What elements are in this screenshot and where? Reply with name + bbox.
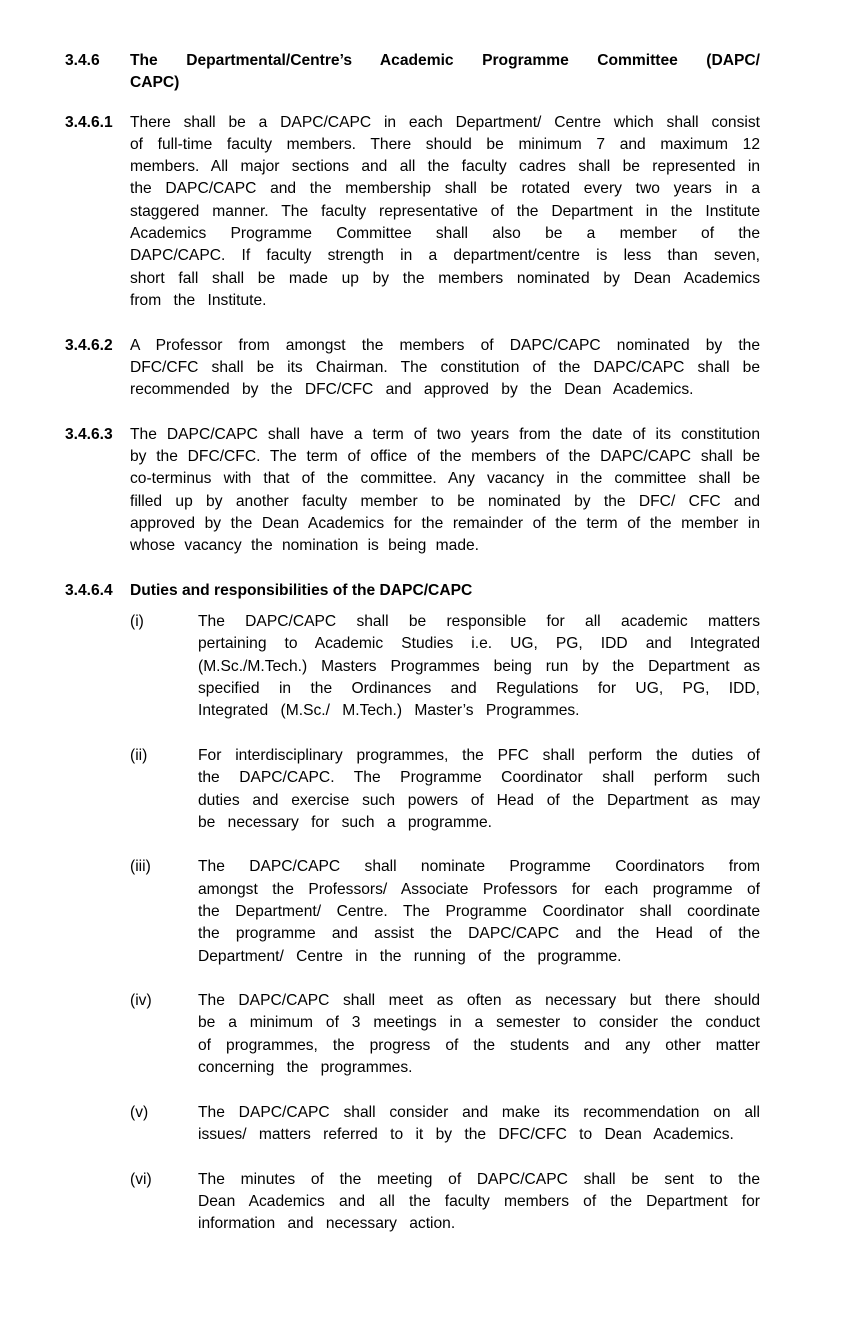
- document-content: [65, 50, 760, 1258]
- duty-item: [130, 1169, 760, 1236]
- paragraph-text: A Professor from amongst the members of DAPC/CAPC nominated by the DFC/CFC shall be its Chairman. The constitution of the DAPC/CAPC shall be recommended by the DFC/CFC and approved by the Dean Academics.: [130, 336, 760, 399]
- section-paragraph: [65, 424, 760, 558]
- section-subheading: [65, 580, 760, 602]
- paragraph-number: 3.4.6.2: [65, 336, 113, 354]
- duty-marker: (vi): [130, 1170, 152, 1188]
- subheading-number: 3.4.6.4: [65, 581, 113, 599]
- duty-marker: (iii): [130, 858, 151, 876]
- duty-item: [130, 611, 760, 722]
- section-heading-number: 3.4.6: [65, 52, 100, 69]
- duty-text: The DAPC/CAPC shall nominate Programme Coordinators from amongst the Professors/ Associate Professors for each programme of the Department/ Centre. The Programme Coordinator shall coordinate the programme and assist the DAPC/CAPC and the Head of the Department/ Centre in the running of the programme.: [198, 858, 760, 965]
- duty-item: [130, 990, 760, 1079]
- duty-item: [130, 856, 760, 967]
- section-heading: [65, 50, 760, 95]
- duty-text: The DAPC/CAPC shall be responsible for all academic matters pertaining to Academic Studies i.e. UG, PG, IDD and Integrated (M.Sc./M.Tech.) Masters Programmes being run by the Department as specified in the Ordinances and Regulations for UG, PG, IDD, Integrated (M.Sc./ M.Tech.) Master’s Programmes.: [198, 613, 760, 720]
- duty-text: For interdisciplinary programmes, the PFC shall perform the duties of the DAPC/CAPC. The Programme Coordinator shall perform such duties and exercise such powers of Head of the Department as may be necessary for such a programme.: [198, 746, 760, 831]
- paragraph-number: 3.4.6.1: [65, 113, 113, 131]
- duty-marker: (i): [130, 613, 144, 631]
- section-paragraph: [65, 112, 760, 313]
- paragraph-number: 3.4.6.3: [65, 425, 113, 443]
- duty-item: [130, 1102, 760, 1147]
- subheading-text: Duties and responsibilities of the DAPC/CAPC: [130, 581, 473, 599]
- section-paragraph: [65, 335, 760, 402]
- duty-text: The minutes of the meeting of DAPC/CAPC shall be sent to the Dean Academics and all the faculty members of the Department for information and necessary action.: [198, 1170, 760, 1233]
- duty-marker: (iv): [130, 992, 152, 1010]
- duty-marker: (v): [130, 1103, 149, 1121]
- paragraph-text: The DAPC/CAPC shall have a term of two years from the date of its constitution by the DFC/CFC. The term of office of the members of the DAPC/CAPC shall be co-terminus with that of the committee. Any vacancy in the committee shall be filled up by another faculty member to be nominated by the DFC/ CFC and approved by the Dean Academics for the remainder of the term of the member in whose vacancy the nomination is being made.: [130, 425, 760, 555]
- duty-marker: (ii): [130, 746, 148, 764]
- duty-text: The DAPC/CAPC shall consider and make its recommendation on all issues/ matters referred to it by the DFC/CFC to Dean Academics.: [198, 1103, 760, 1143]
- duty-text: The DAPC/CAPC shall meet as often as necessary but there should be a minimum of 3 meetings in a semester to consider the conduct of programmes, the progress of the students and any other matter concerning the programmes.: [198, 992, 760, 1077]
- duty-item: [130, 745, 760, 834]
- section-heading-text: The Departmental/Centre’s Academic Programme Committee (DAPC/ CAPC): [130, 52, 760, 92]
- paragraph-text: There shall be a DAPC/CAPC in each Department/ Centre which shall consist of full-time faculty members. There should be minimum 7 and maximum 12 members. All major sections and all the faculty cadres shall be represented in the DAPC/CAPC and the membership shall be rotated every two years in a staggered manner. The faculty representative of the Department in the Institute Academics Programme Committee shall also be a member of the DAPC/CAPC. If faculty strength in a department/centre is less than seven, short fall shall be made up by the members nominated by Dean Academics from the Institute.: [130, 113, 760, 309]
